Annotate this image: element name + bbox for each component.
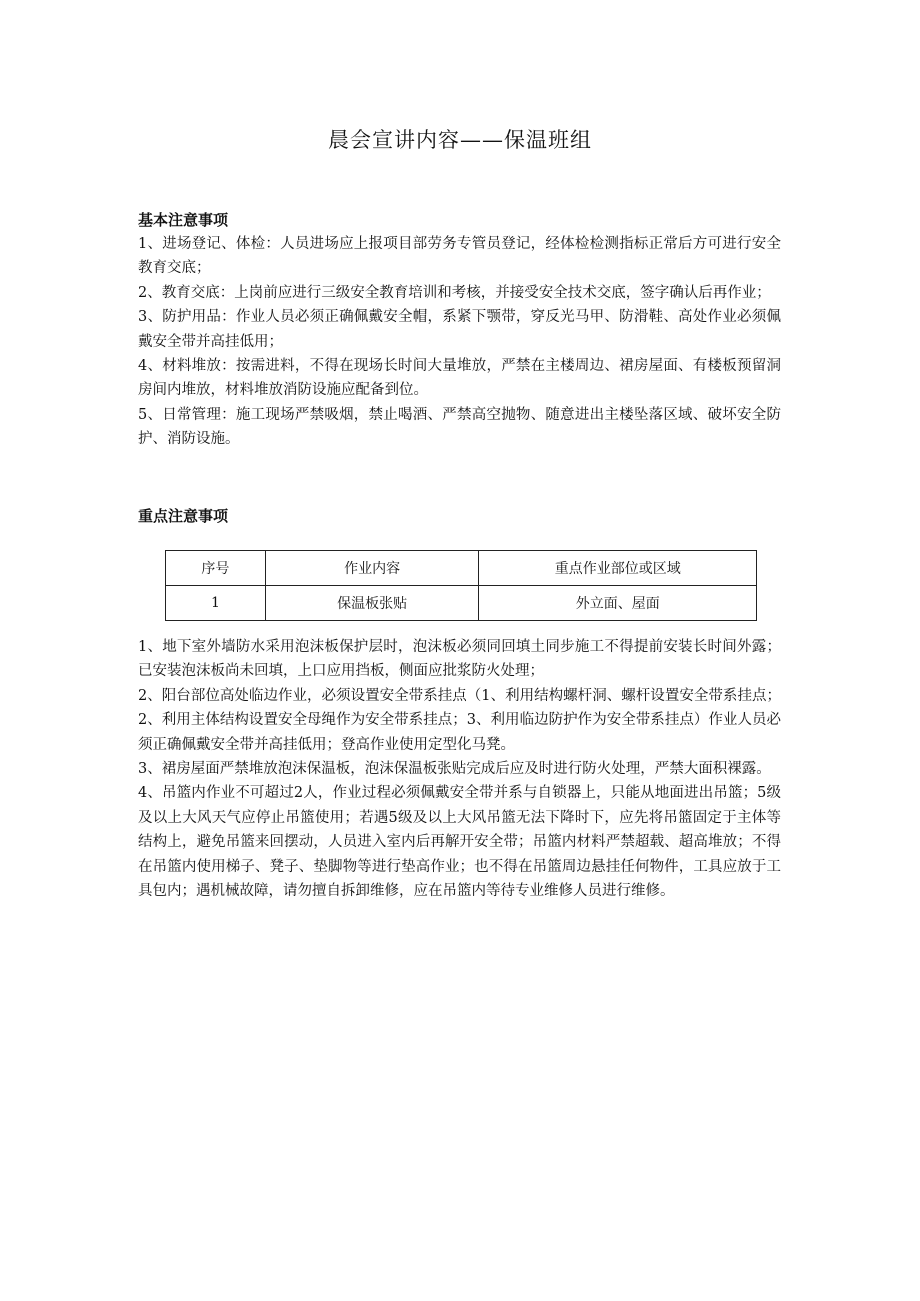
basic-item-2: 2、教育交底：上岗前应进行三级安全教育培训和考核，并接受安全技术交底，签字确认后再作业； xyxy=(138,284,771,301)
basic-item-1: 1、进场登记、体检：人员进场应上报项目部劳务专管员登记，经体检检测指标正常后方可进行安全教育交底； xyxy=(138,236,781,277)
basic-item-3: 3、防护用品：作业人员必须正确佩戴安全帽，系紧下颚带，穿反光马甲、防滑鞋、高处作业必须佩戴安全带并高挂低用； xyxy=(138,309,781,350)
task-table xyxy=(165,550,757,621)
basic-item-5: 5、日常管理：施工现场严禁吸烟，禁止喝酒、严禁高空抛物、随意进出主楼坠落区域、破坏安全防护、消防设施。 xyxy=(138,406,781,448)
header-index: 序号 xyxy=(166,551,266,586)
key-section-heading: 重点注意事项 xyxy=(138,507,229,525)
header-area: 重点作业部位或区域 xyxy=(479,551,757,586)
basic-section-heading: 基本注意事项 xyxy=(138,211,229,229)
key-section-body xyxy=(138,635,781,903)
document-title: 晨会宣讲内容——保温班组 xyxy=(328,128,592,152)
key-item-2: 2、阳台部位高处临边作业，必须设置安全带系挂点（1、利用结构螺杆洞、螺杆设置安全带系挂点；2、利用主体结构设置安全母绳作为安全带系挂点；3、利用临边防护作为安全带系挂点）作业人员必须正确佩戴安全带并高挂低用；登高作业使用定型化马凳。 xyxy=(138,687,781,753)
key-item-1: 1、地下室外墙防水采用泡沫板保护层时，泡沫板必须同回填土同步施工不得提前安装长时间外露；已安装泡沫板尚未回填，上口应用挡板，侧面应批浆防火处理； xyxy=(138,639,781,680)
basic-item-4: 4、材料堆放：按需进料，不得在现场长时间大量堆放，严禁在主楼周边、裙房屋面、有楼板预留洞房间内堆放，材料堆放消防设施应配备到位。 xyxy=(138,358,781,399)
header-task: 作业内容 xyxy=(265,551,479,586)
table-row xyxy=(166,586,757,621)
key-item-3: 3、裙房屋面严禁堆放泡沫保温板，泡沫保温板张贴完成后应及时进行防火处理，严禁大面积裸露。 xyxy=(138,761,771,778)
cell-index: 1 xyxy=(166,586,266,621)
basic-section-body xyxy=(138,232,781,452)
cell-task: 保温板张贴 xyxy=(265,586,479,621)
key-item-4: 4、吊篮内作业不可超过2人，作业过程必须佩戴安全带并系与自锁器上，只能从地面进出吊篮；5级及以上大风天气应停止吊篮使用；若遇5级及以上大风吊篮无法下降时下，应先将吊篮固定于主体等结构上，避免吊篮来回摆动，人员进入室内后再解开安全带；吊篮内材料严禁超载、超高堆放；不得在吊篮内使用梯子、凳子、垫脚物等进行垫高作业；也不得在吊篮周边悬挂任何物件，工具应放于工具包内；遇机械故障，请勿擅自拆卸维修，应在吊篮内等待专业维修人员进行维修。 xyxy=(138,785,781,900)
table-header-row xyxy=(166,551,757,586)
cell-area: 外立面、屋面 xyxy=(479,586,757,621)
